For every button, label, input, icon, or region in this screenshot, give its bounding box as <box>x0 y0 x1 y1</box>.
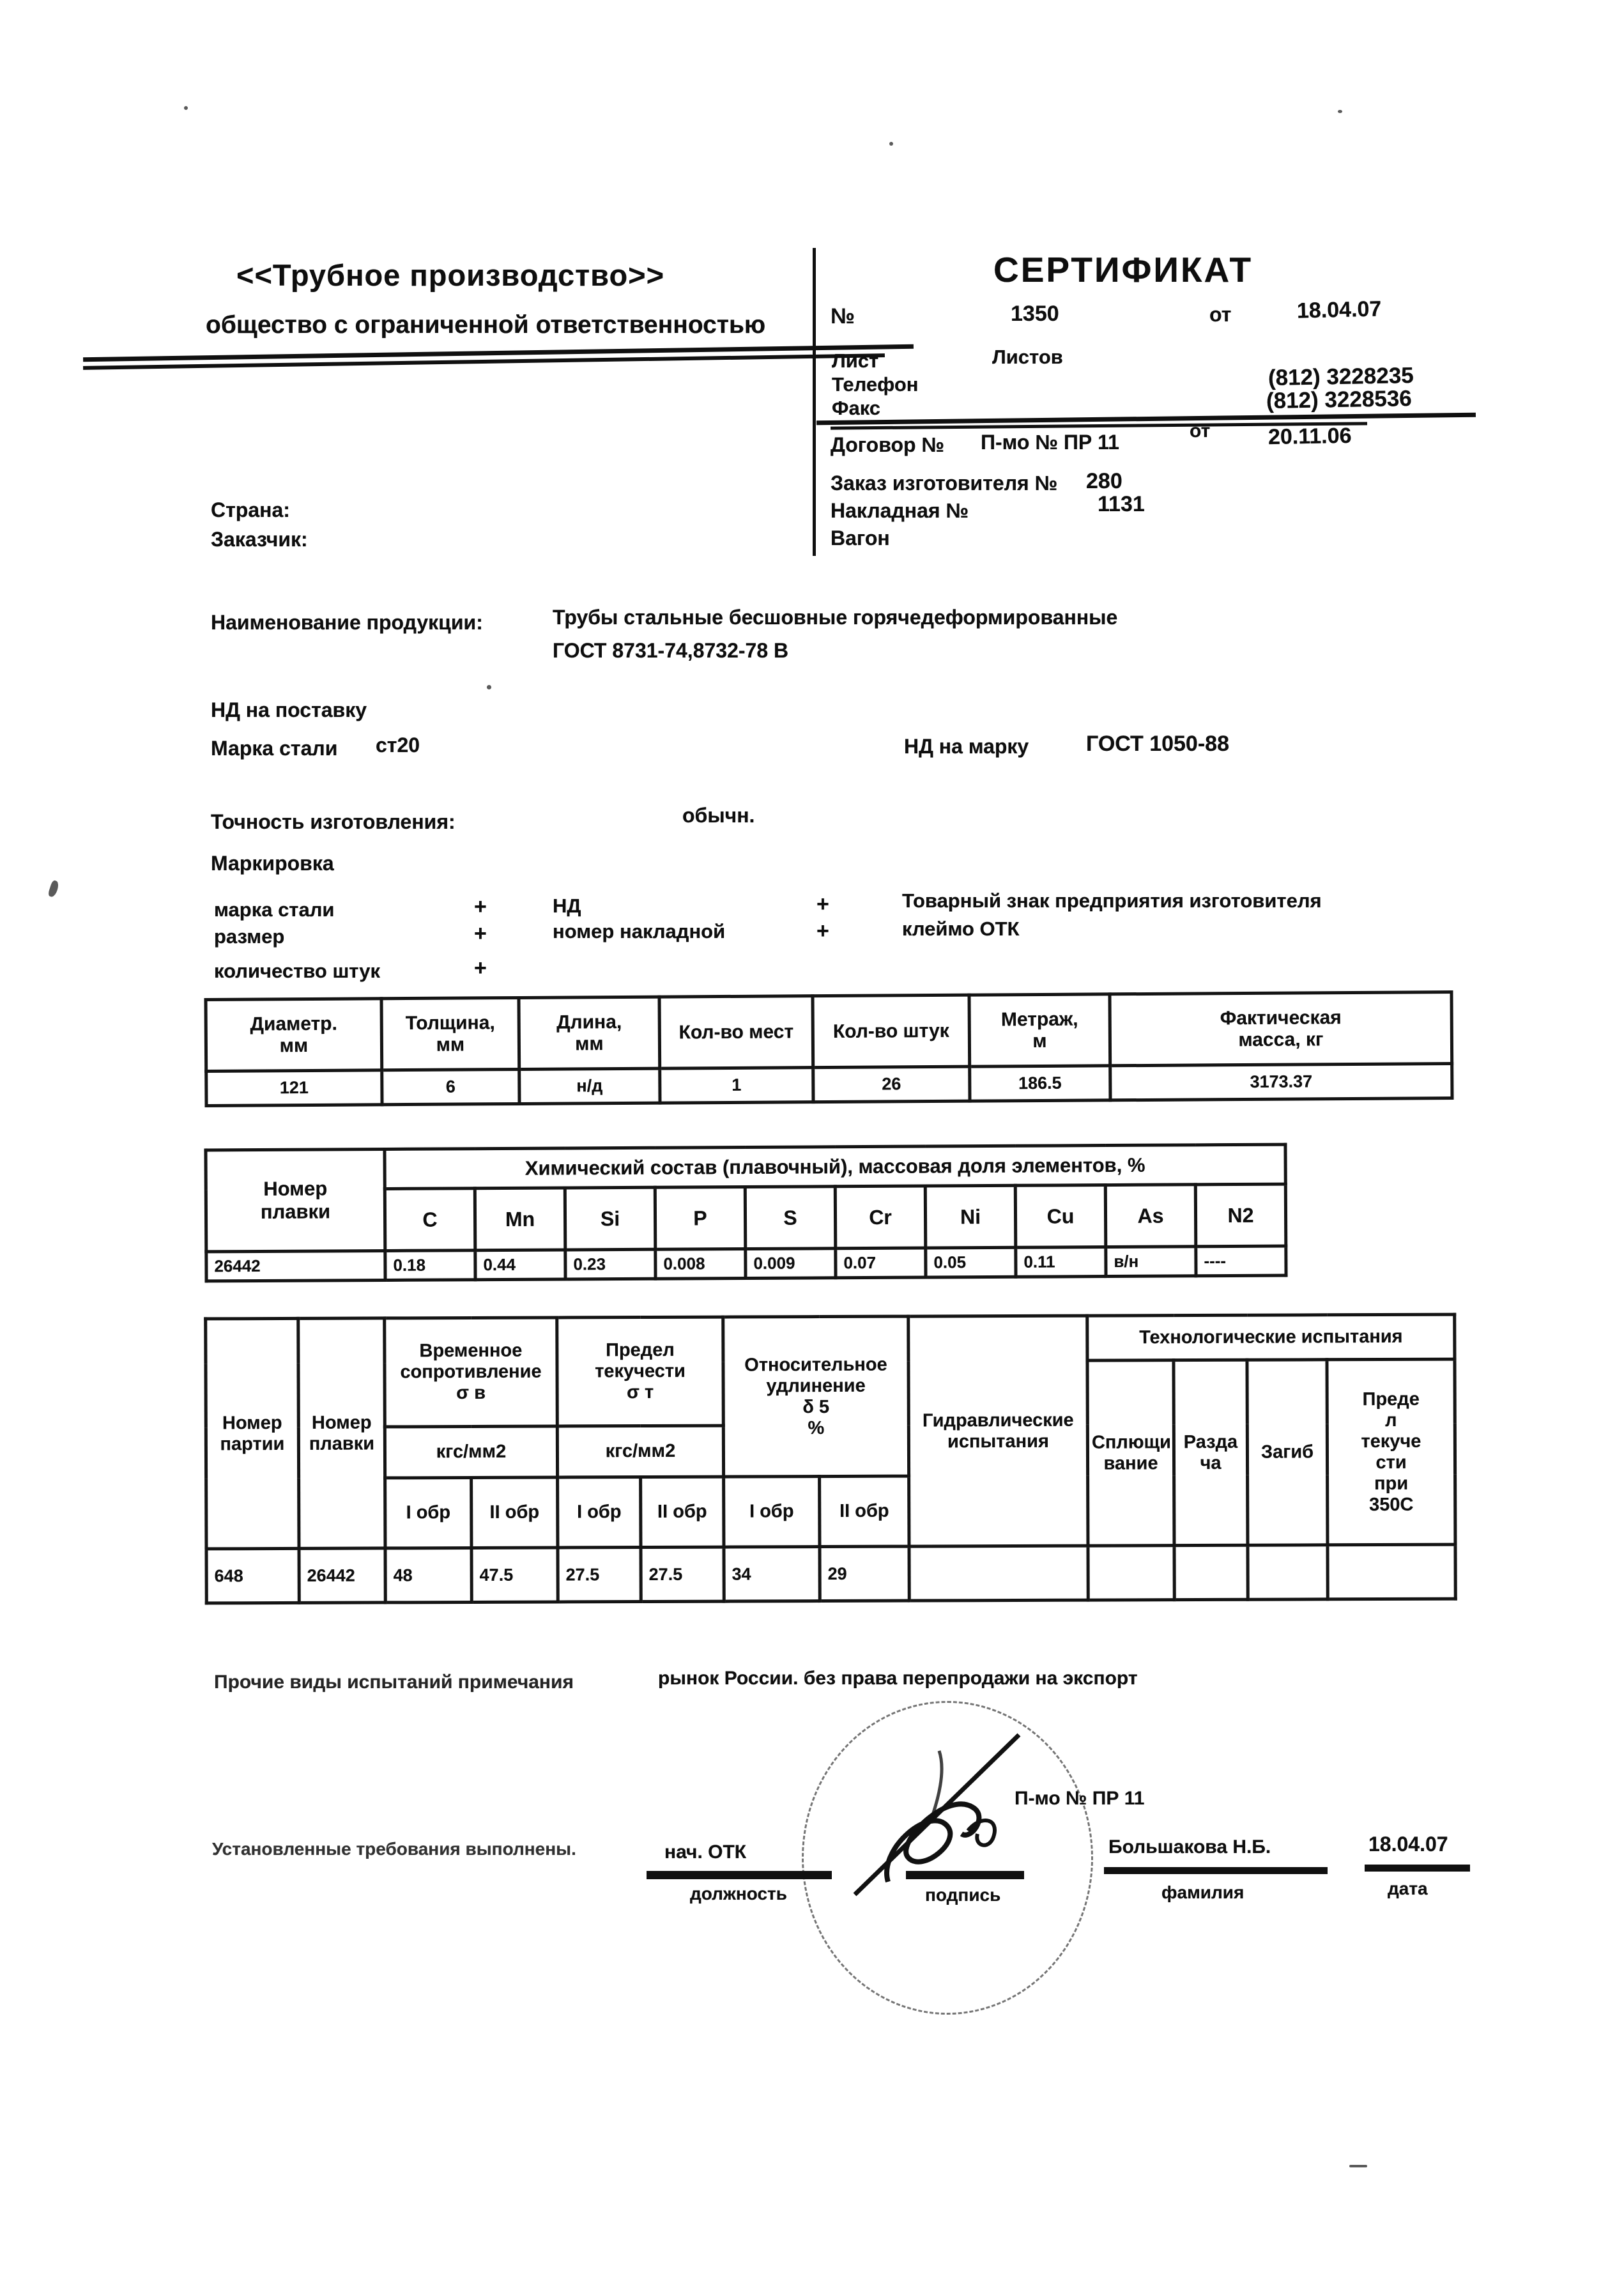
chem-table-title: Химический состав (плавочный), массовая доля элементов, % <box>385 1144 1285 1188</box>
dim-value-cell: 3173.37 <box>1110 1064 1452 1100</box>
mech-group-tensile: Временное сопротивление σ в <box>385 1318 558 1427</box>
product-value-line2: ГОСТ 8731-74,8732-78 В <box>553 639 789 662</box>
chem-element-header: Mn <box>475 1188 565 1250</box>
dogovor-value: П-мо № ПР 11 <box>981 431 1119 454</box>
mech-obr-header: I обр <box>558 1477 641 1548</box>
chem-value-cell: 0.05 <box>926 1247 1016 1277</box>
dogovor-label: Договор № <box>831 433 945 456</box>
plus-icon: + <box>474 921 487 946</box>
position-line <box>647 1871 832 1879</box>
dogovor-ot-label: от <box>1190 420 1211 442</box>
mech-value-cell: 47.5 <box>471 1548 558 1602</box>
tochnost-value: обычн. <box>682 804 755 827</box>
mech-value-cell: 27.5 <box>641 1547 724 1601</box>
other-tests-label: Прочие виды испытаний примечания <box>214 1672 574 1693</box>
nd-marku-value: ГОСТ 1050-88 <box>1086 732 1229 756</box>
marking-row2-right: клеймо ОТК <box>902 918 1020 940</box>
position-label: должность <box>690 1884 787 1904</box>
mech-hydro-header: Гидравлические испытания <box>908 1316 1088 1546</box>
dim-header-cell: Длина, мм <box>519 997 660 1069</box>
stamp-text: П-мо № ПР 11 <box>1015 1788 1145 1809</box>
chem-value-cell: 0.11 <box>1016 1247 1106 1277</box>
chem-element-header: Ni <box>925 1185 1016 1248</box>
chem-value-cell: 0.008 <box>655 1249 746 1279</box>
cert-date-value: 18.04.07 <box>1296 296 1382 323</box>
dim-value-cell: 26 <box>813 1066 970 1102</box>
phone-label: Телефон <box>832 373 919 396</box>
mech-value-cell: 27.5 <box>558 1548 641 1602</box>
cert-no-value: 1350 <box>1011 302 1059 326</box>
product-value-line1: Трубы стальные бесшовные горячедеформированные <box>553 606 1118 629</box>
zakaz-label: Заказ изготовителя № <box>831 472 1058 495</box>
plus-icon: + <box>816 892 829 916</box>
phone-value: (812) 3228235 <box>1268 363 1414 390</box>
mech-tech-col: Загиб <box>1247 1360 1328 1545</box>
cert-no-label: № <box>831 304 855 328</box>
chem-element-header: P <box>655 1187 746 1250</box>
header-vertical-divider <box>813 248 816 556</box>
name-label: фамилия <box>1161 1882 1245 1902</box>
mechanical-table <box>204 1313 1457 1605</box>
chem-element-header: Cr <box>835 1186 926 1249</box>
fax-value: (812) 3228536 <box>1266 386 1413 413</box>
mech-unit-cell: кгс/мм2 <box>385 1426 557 1478</box>
company-subtitle: общество с ограниченной ответственностью <box>206 311 766 339</box>
mech-col-melt: Номер плавки <box>298 1318 385 1548</box>
scan-speck <box>889 142 893 146</box>
mech-value-cell: 648 <box>206 1548 299 1603</box>
product-label: Наименование продукции: <box>211 611 483 634</box>
nakladnaya-value: 1131 <box>1098 492 1145 516</box>
chem-value-cell: 0.009 <box>746 1249 836 1279</box>
mech-obr-header: II обр <box>471 1477 558 1548</box>
cert-ot-label: от <box>1209 303 1232 326</box>
chem-value-cell: 0.07 <box>836 1248 926 1278</box>
mech-value-cell <box>1328 1544 1455 1599</box>
listov-label: Листов <box>992 346 1063 368</box>
dim-header-cell: Кол-во штук <box>813 995 970 1067</box>
mech-tech-col: Сплющи вание <box>1087 1360 1174 1546</box>
fax-label: Факс <box>832 397 881 419</box>
dim-header-cell: Фактическая масса, кг <box>1110 992 1452 1066</box>
signature-label: подпись <box>925 1885 1001 1905</box>
date-line <box>1365 1865 1470 1872</box>
mech-tech-col: Разда ча <box>1174 1360 1248 1545</box>
mech-unit-cell: кгс/мм2 <box>557 1426 723 1477</box>
mech-value-cell: 26442 <box>299 1548 385 1603</box>
marking-row1-right: Товарный знак предприятия изготовителя <box>902 889 1322 912</box>
marking-row2-left: размер <box>214 925 285 948</box>
dim-value-cell: 121 <box>206 1070 382 1106</box>
markirovka-label: Маркировка <box>211 852 334 875</box>
marka-stali-value: ст20 <box>376 734 420 757</box>
requirements-note: Установленные требования выполнены. <box>212 1839 576 1859</box>
mech-value-cell: 34 <box>724 1547 820 1602</box>
dim-header-cell: Толщина, мм <box>381 997 519 1070</box>
dim-value-cell: 6 <box>382 1069 519 1104</box>
mech-group-yield: Предел текучести σ т <box>557 1317 724 1426</box>
nd-postavku-label: НД на поставку <box>211 698 367 721</box>
zakaz-value: 280 <box>1086 469 1122 493</box>
mech-group-elongation: Относительное удлинение δ 5 % <box>723 1316 909 1477</box>
plus-icon: + <box>474 956 487 980</box>
dogovor-date-value: 20.11.06 <box>1268 423 1352 450</box>
chem-value-cell: 0.18 <box>385 1250 475 1281</box>
mech-tech-title: Технологические испытания <box>1087 1314 1455 1360</box>
mech-obr-header: II обр <box>641 1477 724 1547</box>
tochnost-label: Точность изготовления: <box>211 810 456 833</box>
scan-speck <box>1349 2165 1367 2167</box>
plus-icon: + <box>474 895 487 919</box>
chem-element-header: Cu <box>1015 1185 1106 1248</box>
nakladnaya-label: Накладная № <box>831 499 969 522</box>
company-title: <<Трубное производство>> <box>236 258 665 292</box>
dim-value-cell: 186.5 <box>970 1066 1110 1101</box>
scan-artifact <box>47 880 59 898</box>
chem-melt-no: 26442 <box>206 1250 385 1281</box>
certificate-title: СЕРТИФИКАТ <box>993 250 1253 289</box>
chemical-table <box>204 1143 1287 1283</box>
marking-row3-left: количество штук <box>214 960 381 982</box>
dim-header-cell: Метраж, м <box>969 994 1110 1066</box>
scan-speck <box>1338 110 1342 113</box>
mech-value-cell <box>1088 1546 1174 1600</box>
chem-value-cell: ---- <box>1196 1246 1286 1276</box>
chem-element-header: S <box>745 1187 836 1249</box>
name-line <box>1104 1867 1328 1874</box>
mech-obr-header: I обр <box>385 1477 471 1548</box>
mech-value-cell <box>909 1546 1088 1601</box>
nd-marku-label: НД на марку <box>904 735 1029 758</box>
mech-value-cell: 48 <box>385 1548 471 1602</box>
mech-obr-header: I обр <box>724 1477 820 1548</box>
dim-value-cell: н/д <box>519 1068 660 1104</box>
mech-tech-col: Преде л текуче сти при 350С <box>1327 1359 1455 1545</box>
chem-element-header: Si <box>565 1187 655 1250</box>
dimensions-table <box>204 990 1453 1107</box>
dim-header-cell: Кол-во мест <box>659 996 813 1068</box>
plus-icon: + <box>816 919 829 943</box>
mech-value-cell: 29 <box>820 1546 909 1601</box>
marking-row1-mid: НД <box>553 895 581 917</box>
marking-row2-mid: номер накладной <box>553 920 726 942</box>
chem-value-cell: 0.44 <box>475 1250 565 1280</box>
date-label: дата <box>1388 1879 1428 1898</box>
mech-obr-header: II обр <box>820 1476 909 1546</box>
signature-line <box>906 1871 1024 1879</box>
list-label: Лист <box>832 350 879 372</box>
marka-stali-label: Марка стали <box>211 737 338 760</box>
vagon-label: Вагон <box>831 527 890 550</box>
scan-speck <box>184 106 188 110</box>
chem-element-header: C <box>385 1188 475 1251</box>
dim-value-cell: 1 <box>660 1068 813 1103</box>
chem-element-header: N2 <box>1195 1184 1286 1247</box>
chem-element-header: As <box>1105 1185 1196 1247</box>
footer-date-value: 18.04.07 <box>1368 1833 1448 1856</box>
zakazchik-label: Заказчик: <box>211 528 308 551</box>
scan-speck <box>487 685 491 689</box>
mech-col-party: Номер партии <box>206 1318 299 1549</box>
mech-value-cell <box>1248 1545 1328 1599</box>
strana-label: Страна: <box>211 498 290 521</box>
position-value: нач. ОТК <box>664 1842 747 1863</box>
chem-value-cell: в/н <box>1106 1247 1196 1277</box>
chem-value-cell: 0.23 <box>565 1249 655 1279</box>
market-note: рынок России. без права перепродажи на экспорт <box>658 1668 1138 1689</box>
dim-header-cell: Диаметр. мм <box>206 999 382 1072</box>
mech-value-cell <box>1174 1545 1248 1599</box>
chem-row-header: Номер плавки <box>206 1149 385 1251</box>
name-value: Большакова Н.Б. <box>1108 1836 1271 1858</box>
marking-row1-left: марка стали <box>214 898 335 921</box>
